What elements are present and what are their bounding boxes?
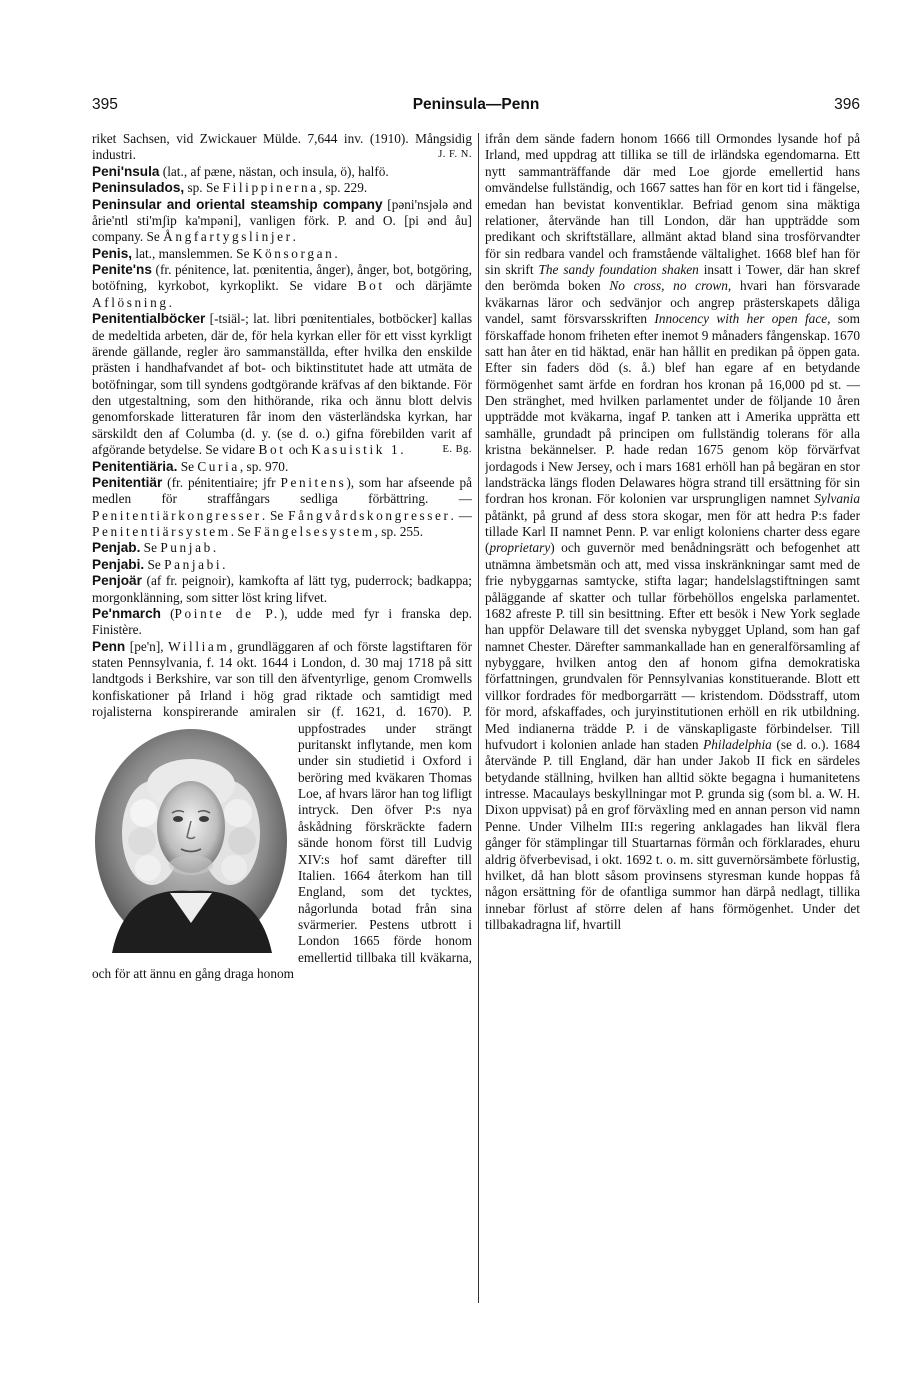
cross-reference: Panjabi [164,556,223,572]
entry-continuation: riket Sachsen, vid Zwickauer Mülde. 7,644 inv. (1910). Mångsidig industri. J. F. N. [92,131,472,163]
headword: Penitentiär [92,474,163,490]
entry-penjoar: Penjoär (af fr. peignoir), kamkofta af lätt tyg, puderrock; badkappa; morgonklänning, som sitter löst kring lifvet. [92,573,472,605]
cross-reference: Curia [197,458,240,474]
headword: Penjoär [92,573,142,589]
cross-reference: Ångfartygslinjer [163,229,293,245]
entry-penjab: Penjab. Se Punjab. [92,540,217,556]
entry-penitentiaria: Penitentiäria. Se Curia, sp. 970. [92,458,289,474]
author-signature: J. F. N. [438,149,472,161]
page-number-left: 395 [92,96,118,113]
headword: Pe'nmarch [92,605,161,621]
entry-penitentiar: Penitentiär (fr. pénitentiaire; jfr Penitens), som har afseende på medlen för straffångars sedliga förbättring. — Penitentiärkongresser. Se Fångvårdskongresser. — Penitentiärsystem. Se Fängelsesystem, sp. 255. [92,474,472,539]
entry-penjabi: Penjabi. Se Panjabi. [92,556,226,572]
cross-reference: Fångvårdskongresser [288,507,451,523]
cross-reference: Punjab [160,540,213,556]
book-title: No cross, no crown, [609,278,732,294]
headword: Penis, [92,245,133,261]
column-divider [478,133,479,1303]
book-title: The sandy foundation shaken [538,262,699,277]
headword: Penjab. [92,540,141,556]
cross-reference: Kasuistik 1 [311,442,401,458]
headword: Peninsulados, [92,180,185,196]
italic-term: Sylvania [814,491,860,507]
headword: Peni'nsula [92,163,160,179]
right-column [485,131,860,1311]
cross-reference: Penitentiärsystem [92,524,231,539]
person-name: William [168,638,230,654]
headword: Penjabi. [92,556,145,572]
william-penn-portrait-image [92,723,290,953]
cross-reference: Penitentiärkongresser [92,507,262,523]
cross-reference: Aflösning [92,294,169,310]
italic-term: proprietary [489,540,551,556]
entry-penmarch: Pe'nmarch (Pointe de P.), udde med fyr i franska dep. Finistère. [92,605,472,638]
entry-peninsulados: Peninsulados, sp. Se Filippinerna, sp. 229. [92,180,368,196]
cross-reference: Pointe de P. [174,605,280,621]
page-number-right: 396 [834,96,860,113]
headword: Penite'ns [92,262,152,277]
entry-penn: Penn [pe'n], William, grundläggaren af och förste lagstiftaren för staten Pennsylvania, f. 14 okt. 1644 i London, d. 30 maj 1718 på sitt landtgods i Berkshire, var son till den äfventyrlige, genom Cromwells konfiskationer på Irland i hög grad riktade och samtidigt med rojalisterna konspirerande amiralen sir (f. 1621, d. 1670). P. uppfostrades under strängt puritanskt inflytande, men kom under sin studietid i Oxford i beröring med kväkaren Thomas Loe, af hvars läror han tog lifligt intryck. Den öfver P:s nya åskådning förskräckte fadern sände honom först till Ludvig XIV:s hof samt därefter till Italien. 1664 återkom han till England, som det tycktes, någorlunda botad från sina svärmerier. Pestens utbrott i London 1665 förde honom emellertid tillbaka till kväkarna, och för att ännu en gång draga honom [92,638,472,982]
cross-reference: Penitens [280,474,347,490]
left-column [92,131,472,1311]
entry-penitentialbocker: Penitentialböcker [-tsiäl-; lat. libri pœnitentiales, botböcker] kallas de medeltida arbeten, där de, för hela kyrkan eller för ett visst kyrkligt ärende gällande, regler äro sammanställda, efter hvilka den enskilde prästen i handhafvandet af bot- och biktinstitutet hade att utmäta de botöfningar, som till syndens godtgörande kräfvas af den biktande. För den utgestaltning, som den hithörande, rika och ännu blott delvis genomforskade litteraturen får inom den västerländska kyrkan, har särskildt den af Columba (d. y. (se d. o.) gifna förebilden varit af afgörande betydelse. Se vidare Bot och Kasuistik 1. E. Bg. [92,311,472,458]
entry-penitens: Penite'ns (fr. pénitence, lat. pœnitentia, ånger), ånger, bot, botgöring, botöfning, kyrkobot, kyrkoplikt. Se vidare Bot och därjämte Aflösning. [92,262,472,310]
headword: Penn [92,638,126,654]
cross-reference: Bot [357,278,385,294]
entry-penn-continued: ifrån dem sände fadern honom 1666 till Ormondes lysande hof på Irland, med uppdrag att tillika se till de irländska egendomarna. Ett nytt sammanträffande där med Loe gjorde emellertid hans omvändelse fullständig, och 1667 sattes han för en kort tid i fängelse, emedan han bevistat konventiklar. Befriad genom sina mäktiga relationer, återvände han till London, där han uppträdde som predikant och skriftställare, allmänt aktad bland sina trosförvandter för sin redbara vandel och framstående vältalighet. 1668 blef han för sin skrift The sandy foundation shaken insatt i Tower, där han skref den berömda boken No cross, no crown, hvari han försvarade kväkarnas läror och sedvänjor och angrep prästerskapets dåliga vandel, samt försvarsskriften Innocency with her open face, som förskaffade honom friheten efter inemot 9 månaders fångenskap. 1670 satt han åter en tid häktad, enär han hållit en predikan på öppen gata. Efter sin faders död (s. å.) blef han egare af en betydande förmögenhet samt ärfde en fordran hos kronan på 16,000 pd st. — Den stränghet, med hvilken parlamentet under de följande 10 åren uppträdde mot kväkarna, ingaf P. tanken att i Amerika upprätta ett samhälle, grundadt på principen om fullständig tolerans för alla kristna bekännelser. P. hade redan 1675 genom köp förvärfvat jordagods i New Jersey, och i mars 1681 erhöll han på begäran en stor landsträcka längs floden Delawares högra strand till ersättning för sin fordran hos kronan. För kolonien var ursprungligen namnet Sylvania påtänkt, på grund af dess stora skogar, men för att hedra P:s fader tillade Karl II namnet Penn. P. var enligt koloniens charter dess egare (proprietary) och guvernör med benådningsrätt och befogenhet att utnämna ämbetsmän och att, med vissa inskränkningar samt med de frie nybyggarnas samtycke, stifta lagar; handelslagstiftningen samt påläggande af skatter och tullar förbehöllos engelska parlamentet. 1682 afreste P. till sin besittning. Efter ett besök i New York seglade han uppför Delaware till det svenska nybygget Upland, som han gaf namnet Chester. Därefter sammankallade han en generalförsamling af nybyggare, hvilken antog den af honom gifna demokratiska författningen, grundvalen för Pennsylvanias konstituerande. Blott ett villkor fordrades för medborgarrätt — kristendom. Dödsstraff, utom för mord, afskaffades, och juryinstitutionen erhöll en rik utbildning. Med indianerna trädde P. i de vänskapligaste förbindelser. Till hufvudort i kolonien anlade han staden Philadelphia (se d. o.). 1684 återvände P. till England, där han under Jakob II fick en särdeles betydande ställning, hvilken han alltid sökte begagna i humanitetens intresse. Macaulays beskyllningar mot P. grunda sig (som bl. a. W. H. Dixon uppvisat) på en grof förväxling med en annan person vid namn Penne. Under Vilhelm III:s regering anklagades han likväl flera gånger för stämplingar till Stuartarnas förmån och förklarades, ehuru aldrig öfverbevisad, i okt. 1692 t. o. m. sitt guvernörsämbete förlustig, hvilket, då han blott såsom provinsens styresman kunde hoppas få någon ersättning för de ofantliga summor han därpå nedlagt, tillika innebar förlust af större delen af hans förmögenhet. Under det tillbakadragna lif, hvartill [485,131,860,932]
entry-peninsular-company: Peninsular and oriental steamship company [pəni'nsjələ ənd årie'ntl sti'mʃip ka'mpəni], vanligen förk. P. and O. [pi ənd åu] company. Se Ångfartygslinjer. [92,196,472,245]
running-header [92,96,860,118]
italic-term: Philadelphia [703,736,772,752]
cross-reference: Könsorgan [252,245,335,261]
cross-reference: Bot [258,442,286,458]
author-signature: E. Bg. [442,444,472,456]
book-title: Innocency with her open face, [654,311,831,327]
headword: Penitentialböcker [92,311,206,327]
cross-reference: Filippinerna [222,180,319,196]
headword: Penitentiäria. [92,458,178,474]
entry-penis: Penis, lat., manslemmen. Se Könsorgan. [92,245,338,261]
headword: Peninsular and oriental steamship company [92,196,383,212]
cross-reference: Fängelsesystem [254,524,375,539]
running-title: Peninsula—Penn [412,96,540,113]
entry-peninsula: Peni'nsula (lat., af pæne, nästan, och insula, ö), halfö. [92,163,389,179]
